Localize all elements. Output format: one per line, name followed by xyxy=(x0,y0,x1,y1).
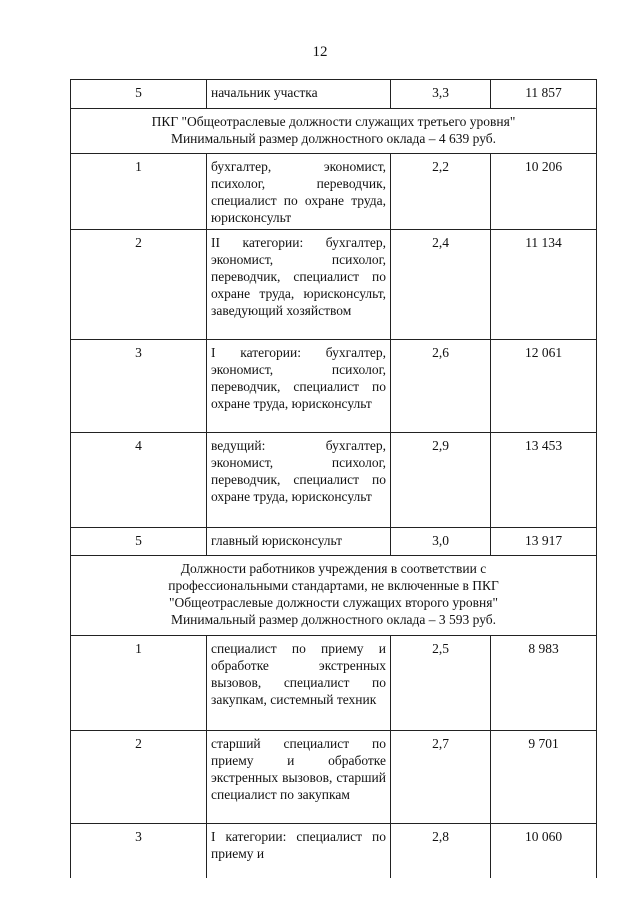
table-row xyxy=(71,528,597,556)
position-number: 3 xyxy=(71,824,207,878)
salary-coefficient: 2,5 xyxy=(391,636,491,731)
group-header-line: ПКГ "Общеотраслевые должности служащих третьего уровня" xyxy=(151,114,516,129)
salary-coefficient: 2,8 xyxy=(391,824,491,878)
salary-coefficient: 2,7 xyxy=(391,731,491,824)
position-number: 3 xyxy=(71,340,207,433)
group-header xyxy=(71,556,597,636)
group-header-row xyxy=(71,109,597,154)
group-header-line: Должности работников учреждения в соответствии с xyxy=(180,561,487,576)
table-row xyxy=(71,433,597,528)
group-header-line: "Общеотраслевые должности служащих второго уровня" xyxy=(168,595,498,610)
salary-coefficient: 2,9 xyxy=(391,433,491,528)
salary-amount: 13 453 xyxy=(491,433,597,528)
position-title: I категории: специалист по приему и xyxy=(207,824,391,878)
group-header-line: профессиональными стандартами, не включенные в ПКГ xyxy=(168,578,499,593)
position-title: старший специалист по приему и обработке экстренных вызовов, старший специалист по закупкам xyxy=(207,731,391,824)
position-title: I категории: бухгалтер, экономист, психолог, переводчик, специалист по охране труда, юрисконсульт xyxy=(207,340,391,433)
table-row xyxy=(71,636,597,731)
salary-amount: 12 061 xyxy=(491,340,597,433)
table-row xyxy=(71,340,597,433)
table-row xyxy=(71,230,597,340)
salary-coefficient: 2,6 xyxy=(391,340,491,433)
salary-amount: 8 983 xyxy=(491,636,597,731)
position-title: II категории: бухгалтер, экономист, психолог, переводчик, специалист по охране труда, юрисконсульт, заведующий хозяйством xyxy=(207,230,391,340)
group-header-row xyxy=(71,556,597,636)
position-number: 2 xyxy=(71,731,207,824)
salary-amount: 13 917 xyxy=(491,528,597,556)
salary-amount: 10 060 xyxy=(491,824,597,878)
salary-amount: 9 701 xyxy=(491,731,597,824)
position-number: 1 xyxy=(71,636,207,731)
salary-coefficient: 2,2 xyxy=(391,154,491,230)
salary-amount: 11 857 xyxy=(491,80,597,109)
group-header-line: Минимальный размер должностного оклада – 3 593 руб. xyxy=(170,612,497,627)
table-row xyxy=(71,80,597,109)
salary-table-body xyxy=(71,80,597,878)
position-title: бухгалтер, экономист, психолог, переводчик, специалист по охране труда, юрисконсульт xyxy=(207,154,391,230)
salary-amount: 10 206 xyxy=(491,154,597,230)
position-title: специалист по приему и обработке экстренных вызовов, специалист по закупкам, системный техник xyxy=(207,636,391,731)
salary-amount: 11 134 xyxy=(491,230,597,340)
table-row xyxy=(71,824,597,878)
table-row xyxy=(71,731,597,824)
salary-coefficient: 3,0 xyxy=(391,528,491,556)
position-number: 1 xyxy=(71,154,207,230)
salary-coefficient: 3,3 xyxy=(391,80,491,109)
page-number: 12 xyxy=(312,44,328,60)
position-number: 4 xyxy=(71,433,207,528)
salary-coefficient: 2,4 xyxy=(391,230,491,340)
salary-table xyxy=(70,79,597,878)
position-title: начальник участка xyxy=(207,80,391,109)
table-row xyxy=(71,154,597,230)
position-title: ведущий: бухгалтер, экономист, психолог, переводчик, специалист по охране труда, юрисконсульт xyxy=(207,433,391,528)
position-title: главный юрисконсульт xyxy=(207,528,391,556)
position-number: 5 xyxy=(71,528,207,556)
group-header-line: Минимальный размер должностного оклада – 4 639 руб. xyxy=(170,131,497,146)
position-number: 2 xyxy=(71,230,207,340)
position-number: 5 xyxy=(71,80,207,109)
group-header xyxy=(71,109,597,154)
